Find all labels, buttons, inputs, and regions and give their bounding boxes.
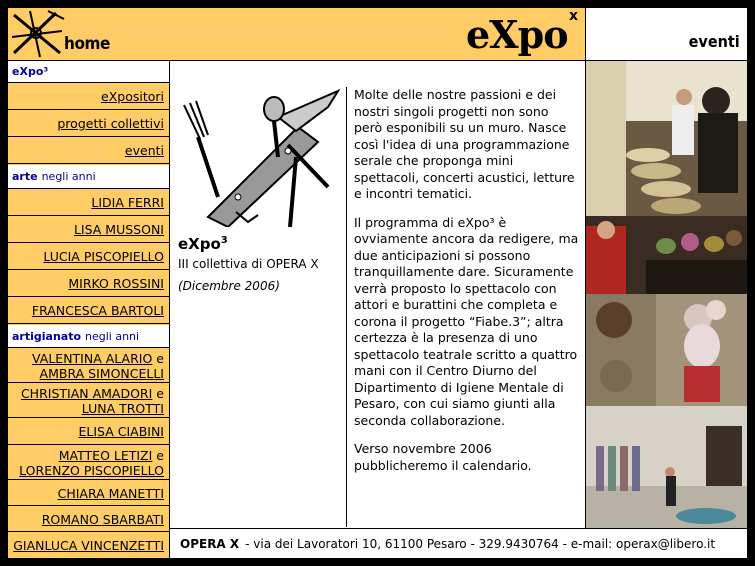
photo-strip bbox=[585, 61, 747, 528]
sidebar-item-artist[interactable]: LISA MUSSONI bbox=[8, 217, 169, 243]
sidebar-item-artisan-pair[interactable]: CHRISTIAN AMADORI e LUNA TROTTI bbox=[8, 384, 169, 418]
sidebar-item-artist[interactable]: LIDIA FERRI bbox=[8, 190, 169, 216]
eventi-link[interactable] bbox=[585, 8, 747, 60]
eventi-label: eventi bbox=[689, 32, 740, 51]
sidebar-heading-arte: arte negli anni bbox=[8, 165, 169, 189]
sidebar-item-artisan-pair[interactable]: MATTEO LETIZI e LORENZO PISCOPIELLO bbox=[8, 446, 169, 480]
event-date: (Dicembre 2006) bbox=[178, 279, 280, 293]
sidebar-item-artist[interactable]: FRANCESCA BARTOLI bbox=[8, 298, 169, 324]
home-label: home bbox=[64, 34, 110, 54]
sidebar-item-artist[interactable]: LUCIA PISCOPIELLO bbox=[8, 244, 169, 270]
photo-masks bbox=[586, 294, 747, 406]
home-link[interactable] bbox=[8, 8, 168, 60]
sidebar-item-artist[interactable]: MIRKO ROSSINI bbox=[8, 271, 169, 297]
paragraph: Il programma di eXpo³ è ovviamente ancora da redigere, ma due anticipazioni si possono tranquillamente dare. Sicuramente verrà proposto lo spettacolo con attori e burattini che completa e corona il progetto “Fiabe.3”; altra certezza è la presenza di uno spettacolo teatrale scritto a quattro mani con il Centro Diurno del Dipartimento di Igiene Mentale di Pesaro, con cui siamo giunti alla seconda collaborazione. bbox=[354, 214, 579, 428]
sidebar-item-artisan[interactable]: ELISA CIABINI bbox=[8, 419, 169, 445]
header bbox=[8, 8, 747, 61]
sidebar-item-artisan[interactable]: GIANLUCA VINCENZETTI bbox=[8, 533, 169, 558]
footer-org: OPERA X bbox=[180, 536, 240, 551]
photo-exhibition-table bbox=[586, 61, 747, 216]
description-text bbox=[354, 87, 580, 486]
sidebar-heading-artigianato: artigianato negli anni bbox=[8, 325, 169, 348]
photo-puppets bbox=[586, 216, 747, 294]
page-subtitle: III collettiva di OPERA X bbox=[178, 257, 319, 271]
sidebar-item-artisan[interactable]: CHIARA MANETTI bbox=[8, 481, 169, 506]
sidebar-item-artisan[interactable]: ROMANO SBARBATI bbox=[8, 507, 169, 532]
brand-logo: eXpo bbox=[466, 12, 568, 57]
footer bbox=[170, 528, 747, 558]
sidebar-item-eventi[interactable]: eventi bbox=[8, 138, 169, 164]
sidebar-heading-expo: eXpo³ bbox=[8, 61, 169, 83]
paragraph: Molte delle nostre passioni e dei nostri singoli progetti non sono però esponibili su un muro. Nasce così l'idea di una programmazione serale che proponga mini spettacoli, concerti acustici, letture e incontri tematici. bbox=[354, 87, 575, 201]
multitool-illustration-icon bbox=[178, 87, 346, 227]
sidebar bbox=[8, 61, 170, 558]
footer-contact: - via dei Lavoratori 10, 61100 Pesaro - 329.9430764 - e-mail: operax@libero.it bbox=[245, 536, 716, 551]
sidebar-item-artisan-pair[interactable]: VALENTINA ALARIO e AMBRA SIMONCELLI bbox=[8, 349, 169, 383]
brand-superscript: x bbox=[569, 8, 579, 24]
photo-gallery-room bbox=[586, 406, 747, 528]
paragraph: Verso novembre 2006 pubblicheremo il calendario. bbox=[354, 441, 532, 473]
page-frame bbox=[8, 8, 747, 558]
page-title: eXpo$^3$ bbox=[178, 235, 228, 253]
operax-logo-icon bbox=[10, 9, 66, 59]
sidebar-item-progetti-collettivi[interactable]: progetti collettivi bbox=[8, 111, 169, 137]
sidebar-item-expositori[interactable]: eXpositori bbox=[8, 84, 169, 110]
main-content bbox=[170, 61, 584, 528]
column-divider bbox=[346, 87, 347, 527]
